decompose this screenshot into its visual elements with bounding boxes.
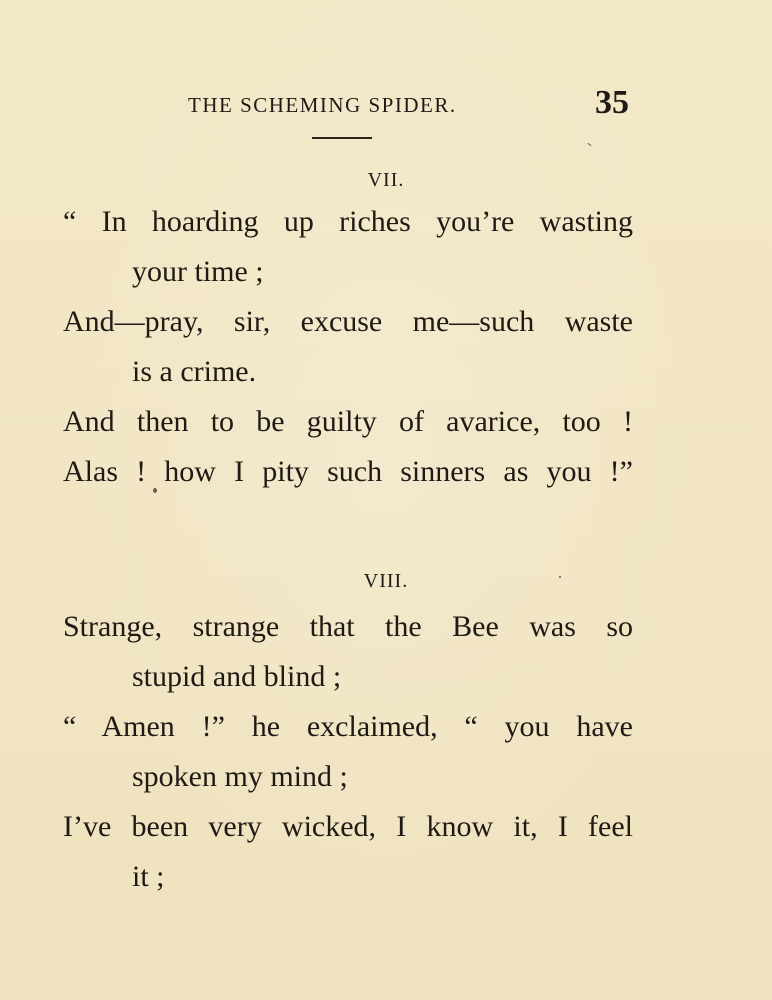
poem-line: And—pray, sir, excuse me—such waste xyxy=(63,305,633,338)
poem-stanza xyxy=(63,602,633,902)
page-number: 35 xyxy=(595,84,629,121)
poem-line: I’ve been very wicked, I know it, I feel xyxy=(63,810,633,843)
poem-line: your time ; xyxy=(132,255,264,288)
poem-line: And then to be guilty of avarice, too ! xyxy=(63,405,633,438)
stanza-number: VIII. xyxy=(363,570,409,592)
poem-line: Alas ! how I pity such sinners as you !” xyxy=(63,455,633,488)
poem-line: it ; xyxy=(132,860,165,893)
poem-line: spoken my mind ; xyxy=(132,760,348,793)
decorative-rule xyxy=(312,137,372,139)
poem-line: “ Amen !” he exclaimed, “ you have xyxy=(63,710,633,743)
poem-line: Strange, strange that the Bee was so xyxy=(63,610,633,643)
page-header xyxy=(0,86,772,122)
stanza-number: VII. xyxy=(367,169,405,191)
poem-line: stupid and blind ; xyxy=(132,660,342,693)
poem-stanza xyxy=(63,197,633,497)
ink-speck xyxy=(559,576,561,578)
ink-speck xyxy=(587,143,592,147)
poem-line: “ In hoarding up riches you’re wasting xyxy=(63,205,633,238)
ink-speck xyxy=(153,488,157,493)
poem-line: is a crime. xyxy=(132,355,257,388)
running-title: THE SCHEMING SPIDER. xyxy=(188,93,457,117)
